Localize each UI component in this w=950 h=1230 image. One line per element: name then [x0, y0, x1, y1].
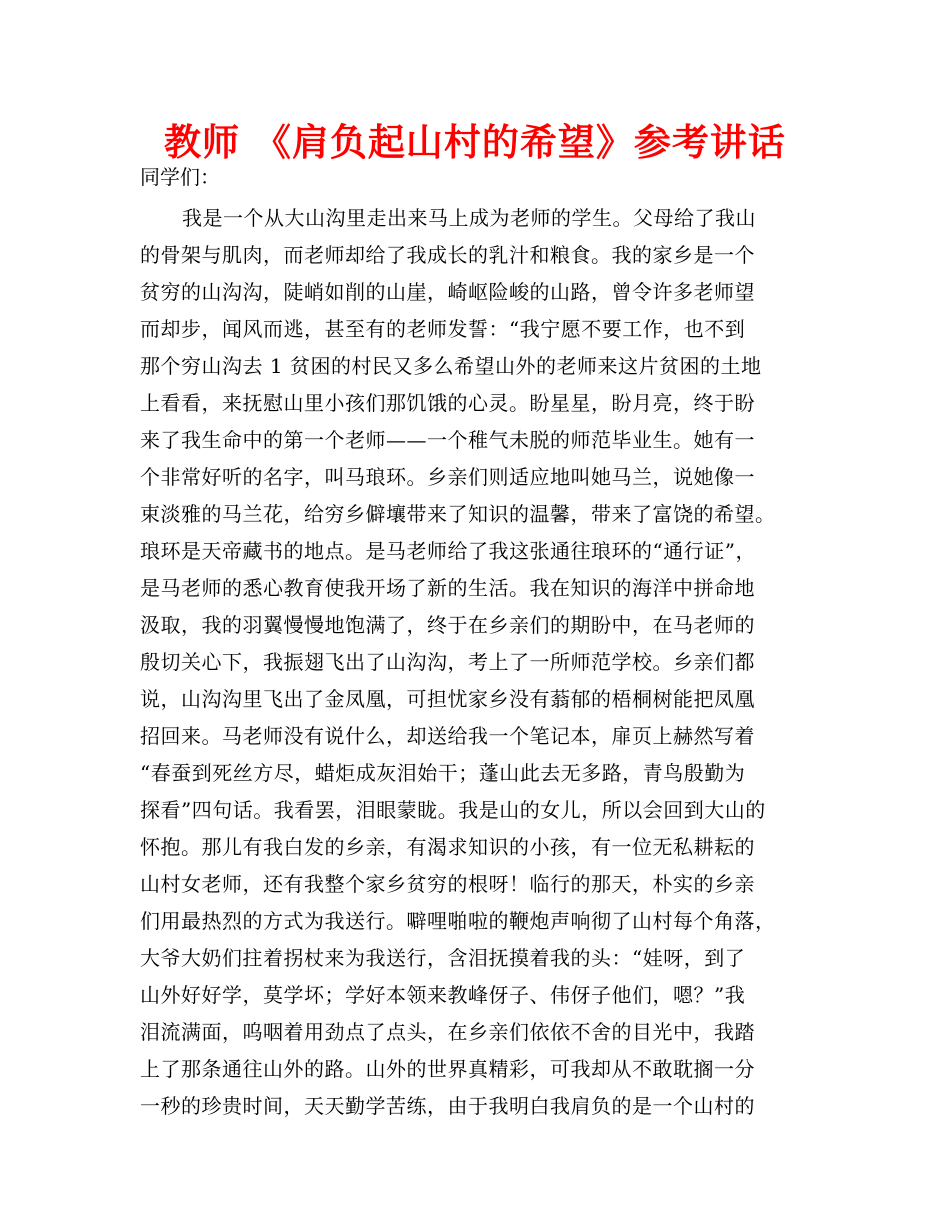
text-line: 探看”四句话。我看罢，泪眼蒙眬。我是山的女儿，所以会回到大山的 [140, 798, 766, 822]
text-line: 们用最热烈的方式为我送行。噼哩啪啦的鞭炮声响彻了山村每个角落， [140, 909, 776, 933]
body-paragraph [140, 200, 820, 1125]
text-line: 琅环是天帝藏书的地点。是马老师给了我这张通往琅环的“通行证”， [140, 539, 756, 563]
document-title: 教师 《肩负起山村的希望》参考讲话 [164, 121, 786, 164]
text-line: 贫穷的山沟沟，陡峭如削的山崖，崎岖险峻的山路，曾令许多老师望 [140, 280, 755, 304]
text-line: 上了那条通往山外的路。山外的世界真精彩，可我却从不敢耽搁一分 [140, 1057, 755, 1081]
text-line: 来了我生命中的第一个老师——一个稚气未脱的师范毕业生。她有一 [140, 428, 755, 452]
text-line: 说，山沟沟里飞出了金凤凰，可担忧家乡没有蓊郁的梧桐树能把凤凰 [140, 687, 755, 711]
text-line: 大爷大奶们拄着拐杖来为我送行，含泪抚摸着我的头：“娃呀，到了 [140, 946, 746, 970]
text-line: 个非常好听的名字，叫马琅环。乡亲们则适应地叫她马兰，说她像一 [140, 465, 755, 489]
text-line: 我是一个从大山沟里走出来马上成为老师的学生。父母给了我山 [182, 206, 756, 230]
text-line: 怀抱。那儿有我白发的乡亲，有渴求知识的小孩，有一位无私耕耘的 [140, 835, 755, 859]
text-line: 山村女老师，还有我整个家乡贫穷的根呀！临行的那天，朴实的乡亲 [140, 872, 755, 896]
text-line: 是马老师的悉心教育使我开场了新的生活。我在知识的海洋中拼命地 [140, 576, 755, 600]
text-line: 上看看，来抚慰山里小孩们那饥饿的心灵。盼星星，盼月亮，终于盼 [140, 391, 755, 415]
text-line: 汲取，我的羽翼慢慢地饱满了，终于在乡亲们的期盼中，在马老师的 [140, 613, 755, 637]
text-line: 那个穷山沟去 1 贫困的村民又多么希望山外的老师来这片贫困的土地 [140, 354, 762, 378]
text-line: 束淡雅的马兰花，给穷乡僻壤带来了知识的温馨，带来了富饶的希望。 [140, 502, 776, 526]
text-line: 泪流满面，呜咽着用劲点了点头，在乡亲们依依不舍的目光中，我踏 [140, 1020, 755, 1044]
text-line: 一秒的珍贵时间，天天勤学苦练，由于我明白我肩负的是一个山村的 [140, 1094, 755, 1118]
text-line: 而却步，闻风而逃，甚至有的老师发誓：“我宁愿不要工作，也不到 [140, 317, 746, 341]
text-line: 殷切关心下，我振翅飞出了山沟沟，考上了一所师范学校。乡亲们都 [140, 650, 755, 674]
text-line: 的骨架与肌肉，而老师却给了我成长的乳汁和粮食。我的家乡是一个 [140, 243, 755, 267]
text-line: “春蚕到死丝方尽，蜡炬成灰泪始干；蓬山此去无多路，青鸟殷勤为 [140, 761, 746, 785]
salutation: 同学们： [140, 165, 220, 189]
text-line: 招回来。马老师没有说什么，却送给我一个笔记本，扉页上赫然写着 [140, 724, 755, 748]
text-line: 山外好好学，莫学坏；学好本领来教峰伢子、伟伢子他们，嗯？”我 [140, 983, 746, 1007]
